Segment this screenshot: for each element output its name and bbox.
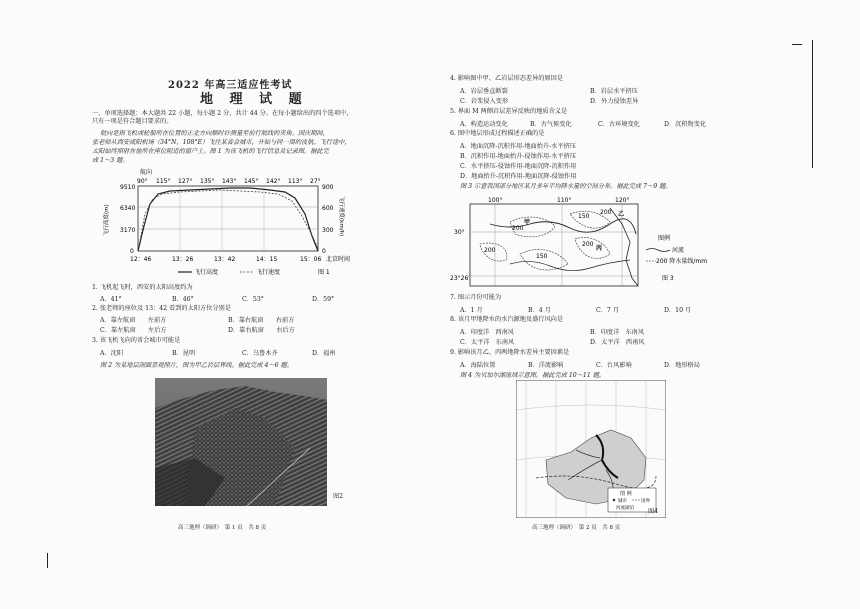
- time-tick: 12：46: [130, 256, 152, 263]
- q9-option-a: A．海陆位置: [460, 362, 496, 369]
- q7-option-a: A．1 月: [460, 307, 483, 314]
- lat-label: 30°: [454, 229, 465, 236]
- heading-tick: 115°: [156, 178, 171, 185]
- heading-tick: 143°: [222, 178, 237, 185]
- q1-option-c: C．53°: [242, 296, 264, 303]
- heading-tick: 113°: [288, 178, 303, 185]
- heading-tick: 142°: [266, 178, 281, 185]
- altitude-ticks: [120, 184, 135, 255]
- q5-option-a: A．构造运动变化: [460, 121, 508, 128]
- legend-river: 河流: [672, 247, 685, 254]
- instruction-line-2: 只有一项是符合题目要求的。: [92, 118, 173, 125]
- passage1-line-1: 航向是指飞机或轮船所在位置的正北方向顺时针测量至前行航线的夹角。国庆期间，: [100, 130, 329, 137]
- isohyet-label: 200: [582, 241, 594, 248]
- q5-option-c: C．古环境变化: [598, 121, 640, 128]
- q9-option-d: D．地形格局: [664, 362, 700, 369]
- heading-tick: 127°: [178, 178, 193, 185]
- isohyet-label: 200: [512, 225, 524, 232]
- q7-option-c: C．7 月: [596, 307, 620, 314]
- q2-option-c: C．靠左航窗 左后方: [100, 327, 167, 334]
- fig2-intro: 图 2 为某地层剖面景观照片，图为甲乙岩层界线。据此完成 4～6 题。: [100, 362, 293, 369]
- passage1-line-3: 太阳始终照射在他所在座位附近的窗户上。图 1 为该飞机的飞行信息及记录图。据此完: [92, 148, 329, 155]
- exam-title: 2022 年高三适应性考试: [168, 80, 293, 91]
- q5-option-b: B．古气候变化: [530, 121, 572, 128]
- question-7: 7. 图示月份可能为: [450, 294, 502, 301]
- altitude-tick: 9510: [120, 184, 136, 191]
- question-4: 4. 影响图中甲、乙岩层形态差异的原因是: [450, 75, 564, 82]
- figure-2-photo: [155, 378, 327, 506]
- region-jia: 甲: [524, 219, 531, 226]
- heading-label: 航向: [140, 169, 153, 176]
- region-yi: 乙: [618, 211, 625, 218]
- figure-4-caption: 图4: [648, 508, 659, 515]
- scan-dash-mark: [792, 44, 802, 45]
- lon-label: 120°: [615, 197, 630, 204]
- q4-option-b: B．岩层水平挤压: [590, 88, 638, 95]
- isohyet-label: 200: [600, 209, 612, 216]
- coastline: [610, 208, 638, 286]
- time-ticks: [130, 256, 321, 263]
- q6-option-d: D．地面抬升-沉积作用-地面沉降-侵蚀作用: [460, 173, 577, 180]
- legend-border: 国界: [641, 499, 650, 504]
- q3-option-a: A．沈阳: [100, 350, 124, 357]
- passage1-line-2: 张老师从西安咸阳机场（34°N，108°E）飞往某省会城市，开始与同一周的夜航。飞行途中，: [92, 139, 351, 146]
- speed-tick: 600: [322, 205, 334, 212]
- q1-option-d: D．59°: [312, 296, 335, 303]
- q2-option-a: A．靠左航窗 左前方: [100, 317, 167, 324]
- q1-option-a: A．41°: [100, 296, 122, 303]
- q6-option-b: B．沉积作用-地面抬升-侵蚀作用-水平挤压: [460, 153, 577, 160]
- question-2: 2. 张老师的座位及 13：42 看到的太阳方位分别是: [92, 305, 231, 312]
- q3-option-c: C．乌鲁木齐: [242, 350, 278, 357]
- isohyet-label: 150: [536, 253, 548, 260]
- q7-option-b: B．4 月: [528, 307, 551, 314]
- scan-margin-mark: [47, 553, 48, 568]
- legend-altitude: 飞行高度: [194, 269, 219, 276]
- altitude-tick: 3170: [120, 227, 136, 234]
- question-8: 8. 该月甲地降水的水汽源地及盛行风向是: [450, 316, 564, 323]
- question-5: 5. 界面 M 两侧岩层差异反映的地质含义是: [450, 108, 568, 115]
- isohyet-label: 200: [484, 247, 496, 254]
- subject-title: 地 理 试 题: [200, 92, 308, 107]
- heading-tick: 90°: [137, 178, 148, 185]
- altitude-line: [138, 188, 318, 251]
- figure-4-svg: [516, 380, 666, 518]
- lat-label: 23°26′: [450, 275, 470, 282]
- figure-1-svg: [100, 166, 362, 278]
- heading-tick: 27°: [310, 178, 321, 185]
- question-3: 3. 该飞机飞向的省会城市可能是: [92, 337, 181, 344]
- q8-option-d: D．太平洋 西南风: [590, 339, 645, 346]
- instruction-line-1: 一、单项选择题：本大题共 22 小题，每小题 2 分，共计 44 分。在每小题给出的四个选项中，: [92, 110, 353, 117]
- figure-2-caption: 图2: [333, 493, 344, 500]
- q2-option-b: B．靠右航窗 右前方: [228, 317, 295, 324]
- isohyet-label: 150: [578, 213, 590, 220]
- legend-title: 图例: [658, 235, 671, 242]
- legend-river-lake: 河流湖泊: [616, 506, 634, 511]
- fig4-intro: 图 4 为贝加尔湖流域示意图。据此完成 10～11 题。: [460, 372, 606, 379]
- legend-speed: 飞行速度: [256, 269, 281, 276]
- lon-label: 110°: [557, 197, 572, 204]
- legend-city-swatch: [613, 499, 615, 501]
- q7-option-d: D．10 月: [664, 307, 692, 314]
- heading-ticks: [137, 178, 321, 185]
- figure-4-baikal-map: [516, 380, 666, 518]
- q3-option-b: B．昆明: [172, 350, 196, 357]
- q9-option-b: B．洋流影响: [528, 362, 564, 369]
- left-page-footer: 高三地理（调研） 第 1 页 共 8 页: [178, 525, 267, 531]
- speed-tick: 0: [322, 248, 326, 255]
- q6-option-a: A．地面沉降-沉积作用-地面抬升-水平挤压: [460, 143, 576, 150]
- legend-title: 图 例: [620, 491, 632, 497]
- altitude-tick: 6340: [120, 205, 136, 212]
- heading-tick: 145°: [244, 178, 259, 185]
- question-6: 6. 图中地层形成过程描述正确的是: [450, 130, 545, 137]
- river: [510, 260, 630, 271]
- q4-option-d: D．外力侵蚀差异: [590, 98, 639, 105]
- speed-tick: 900: [322, 184, 334, 191]
- rock-strata-photo: [155, 378, 327, 506]
- figure-3-precip-map: [450, 194, 730, 290]
- legend-isohyet: 200 降水量线/mm: [656, 258, 708, 265]
- speed-tick: 300: [322, 227, 334, 234]
- heading-tick: 135°: [200, 178, 215, 185]
- map-frame: [470, 204, 638, 286]
- q8-option-c: C．太平洋 东南风: [460, 339, 515, 346]
- right-page-footer: 高三地理（调研） 第 2 页 共 8 页: [532, 525, 621, 531]
- lon-labels: [488, 197, 629, 204]
- time-tick: 13：42: [214, 256, 236, 263]
- time-tick: 15：06: [300, 256, 322, 263]
- figure-1-flight-chart: [100, 166, 362, 278]
- q9-option-c: C．台风影响: [596, 362, 632, 369]
- question-9: 9. 影响该月乙、丙两地降水差异主要因素是: [450, 349, 570, 356]
- lon-label: 100°: [488, 197, 503, 204]
- figure-1-caption: 图 1: [318, 269, 330, 276]
- q1-option-b: B．46°: [172, 296, 194, 303]
- figure-3-svg: [450, 194, 730, 290]
- q6-option-c: C．水平挤压-侵蚀作用-地面沉降-沉积作用: [460, 163, 577, 170]
- legend-river-swatch: [646, 249, 670, 252]
- speed-line: [138, 190, 318, 251]
- question-1: 1. 飞机起飞时，西安的太阳高度约为: [92, 284, 193, 291]
- time-axis-label: 北京时间: [326, 256, 351, 263]
- fig3-intro: 图 3 示意我国部分地区某月多年平均降水量的空间分布。据此完成 7～9 题。: [460, 183, 672, 190]
- time-tick: 13：26: [172, 256, 194, 263]
- q4-option-c: C．岩浆侵入变形: [460, 98, 509, 105]
- q8-option-a: A．印度洋 西南风: [460, 329, 514, 336]
- legend-city: 城市: [618, 499, 627, 504]
- passage1-line-4: 成 1～3 题。: [92, 157, 129, 164]
- speed-ticks: [322, 184, 334, 255]
- q5-option-d: D．沉积物变化: [664, 121, 707, 128]
- y-right-label: 飞行速度(km/h): [338, 196, 344, 237]
- time-tick: 14：15: [256, 256, 278, 263]
- right-page: [430, 0, 860, 609]
- q4-option-a: A．岩层垂直断裂: [460, 88, 508, 95]
- y-left-label: 飞行高度(m): [104, 204, 110, 236]
- figure-3-caption: 图 3: [662, 275, 674, 282]
- altitude-tick: 0: [130, 248, 134, 255]
- region-bing: 丙: [596, 245, 603, 252]
- q2-option-d: D．靠右航窗 右后方: [228, 327, 295, 334]
- q3-option-d: D．福州: [312, 350, 336, 357]
- scan-edge-mark: [812, 40, 813, 168]
- q8-option-b: B．印度洋 东南风: [590, 329, 645, 336]
